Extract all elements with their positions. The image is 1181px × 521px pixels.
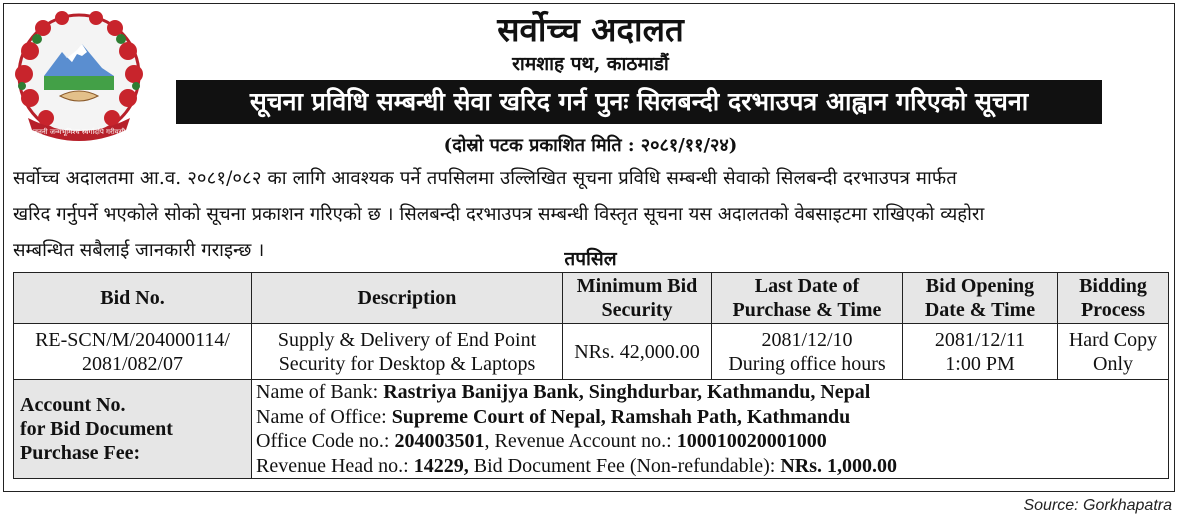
head-label: Revenue Head no.: — [256, 454, 414, 477]
notice-title-banner: सूचना प्रविधि सम्बन्धी सेवा खरिद गर्न पुनः सिलबन्दी दरभाउपत्र आह्वान गरिएको सूचना — [176, 80, 1102, 124]
account-label-line-2: for Bid Document — [20, 418, 173, 440]
source-credit: Source: Gorkhapatra — [1023, 497, 1172, 514]
bank-label: Name of Bank: — [256, 381, 384, 403]
desc-line-2: Security for Desktop & Laptops — [278, 352, 536, 375]
bid-table — [13, 272, 1169, 479]
svg-text:जननी जन्मभूमिश्च स्वर्गादपि गर: जननी जन्मभूमिश्च स्वर्गादपि गरीयसी — [32, 128, 126, 136]
table-header-row — [14, 273, 1169, 324]
head-value: 14229, — [413, 454, 469, 477]
body-line-3: सम्बन्धित सबैलाई जानकारी गराइन्छ । — [13, 240, 265, 261]
office-line — [256, 405, 1165, 430]
account-details — [252, 380, 1169, 479]
header-min-bid-security: Minimum Bid Security — [563, 273, 712, 324]
code-label: Office Code no.: — [256, 430, 395, 452]
schedule-heading: तपसिल — [564, 248, 617, 270]
process-line-2: Only — [1093, 352, 1133, 375]
office-label: Name of Office: — [256, 405, 392, 428]
court-title: सर्वोच्च अदालत — [497, 10, 684, 49]
cell-description — [252, 324, 563, 380]
header-last-date: Last Date of Purchase & Time — [712, 273, 903, 324]
header-opening-date: Bid Opening Date & Time — [903, 273, 1058, 324]
security-value: NRs. 42,000.00 — [574, 340, 700, 363]
table-row — [14, 324, 1169, 380]
header-bidding-process: Bidding Process — [1058, 273, 1169, 324]
cell-opening-date — [903, 324, 1058, 380]
bid-no-line-2: 2081/082/07 — [81, 352, 184, 375]
cell-process — [1058, 324, 1169, 380]
bid-no-line-1: RE-SCN/M/204000114/ — [35, 328, 230, 351]
court-address: रामशाह पथ, काठमाडौं — [512, 53, 669, 75]
account-row — [14, 380, 1169, 479]
cell-security — [563, 324, 712, 380]
last-date-line-2: During office hours — [728, 352, 886, 375]
publish-date: (दोस्रो पटक प्रकाशित मिति : २०८१/११/२४) — [443, 135, 738, 156]
opening-line-1: 2081/12/11 — [934, 328, 1026, 351]
process-line-1: Hard Copy — [1068, 328, 1158, 351]
revenue-label: , Revenue Account no.: — [484, 430, 677, 452]
header-description: Description — [252, 273, 563, 324]
last-date-line-1: 2081/12/10 — [761, 328, 853, 351]
body-line-2: खरिद गर्नुपर्ने भएकोले सोको सूचना प्रकाशन गरिएको छ । सिलबन्दी दरभाउपत्र सम्बन्धी विस्तृत सूचना यस अदालतको वेबसाइटमा राखिएको व्यहोरा — [13, 204, 985, 225]
opening-line-2: 1:00 PM — [945, 352, 1015, 375]
bank-value: Rastriya Banijya Bank, Singhdurbar, Kathmandu, Nepal — [383, 381, 871, 403]
code-value: 204003501 — [394, 430, 485, 452]
fee-label: Bid Document Fee (Non-refundable): — [468, 454, 781, 477]
code-line — [256, 429, 1165, 454]
fee-value: NRs. 1,000.00 — [780, 454, 897, 477]
account-label-line-1: Account No. — [20, 394, 126, 416]
account-label — [14, 380, 252, 479]
cell-last-date — [712, 324, 903, 380]
office-value: Supreme Court of Nepal, Ramshah Path, Kathmandu — [391, 405, 851, 428]
header-bid-no: Bid No. — [14, 273, 252, 324]
account-label-line-3: Purchase Fee: — [20, 442, 141, 464]
cell-bid-no — [14, 324, 252, 380]
desc-line-1: Supply & Delivery of End Point — [277, 328, 537, 351]
bank-line — [256, 380, 1165, 405]
revenue-value: 100010020001000 — [676, 430, 827, 452]
body-line-1: सर्वोच्च अदालतमा आ.व. २०८१/०८२ का लागि आवश्यक पर्ने तपसिलमा उल्लिखित सूचना प्रविधि सम्बन्धी सेवाको सिलबन्दी दरभाउपत्र मार्फत — [13, 168, 957, 189]
head-line — [256, 454, 1165, 479]
